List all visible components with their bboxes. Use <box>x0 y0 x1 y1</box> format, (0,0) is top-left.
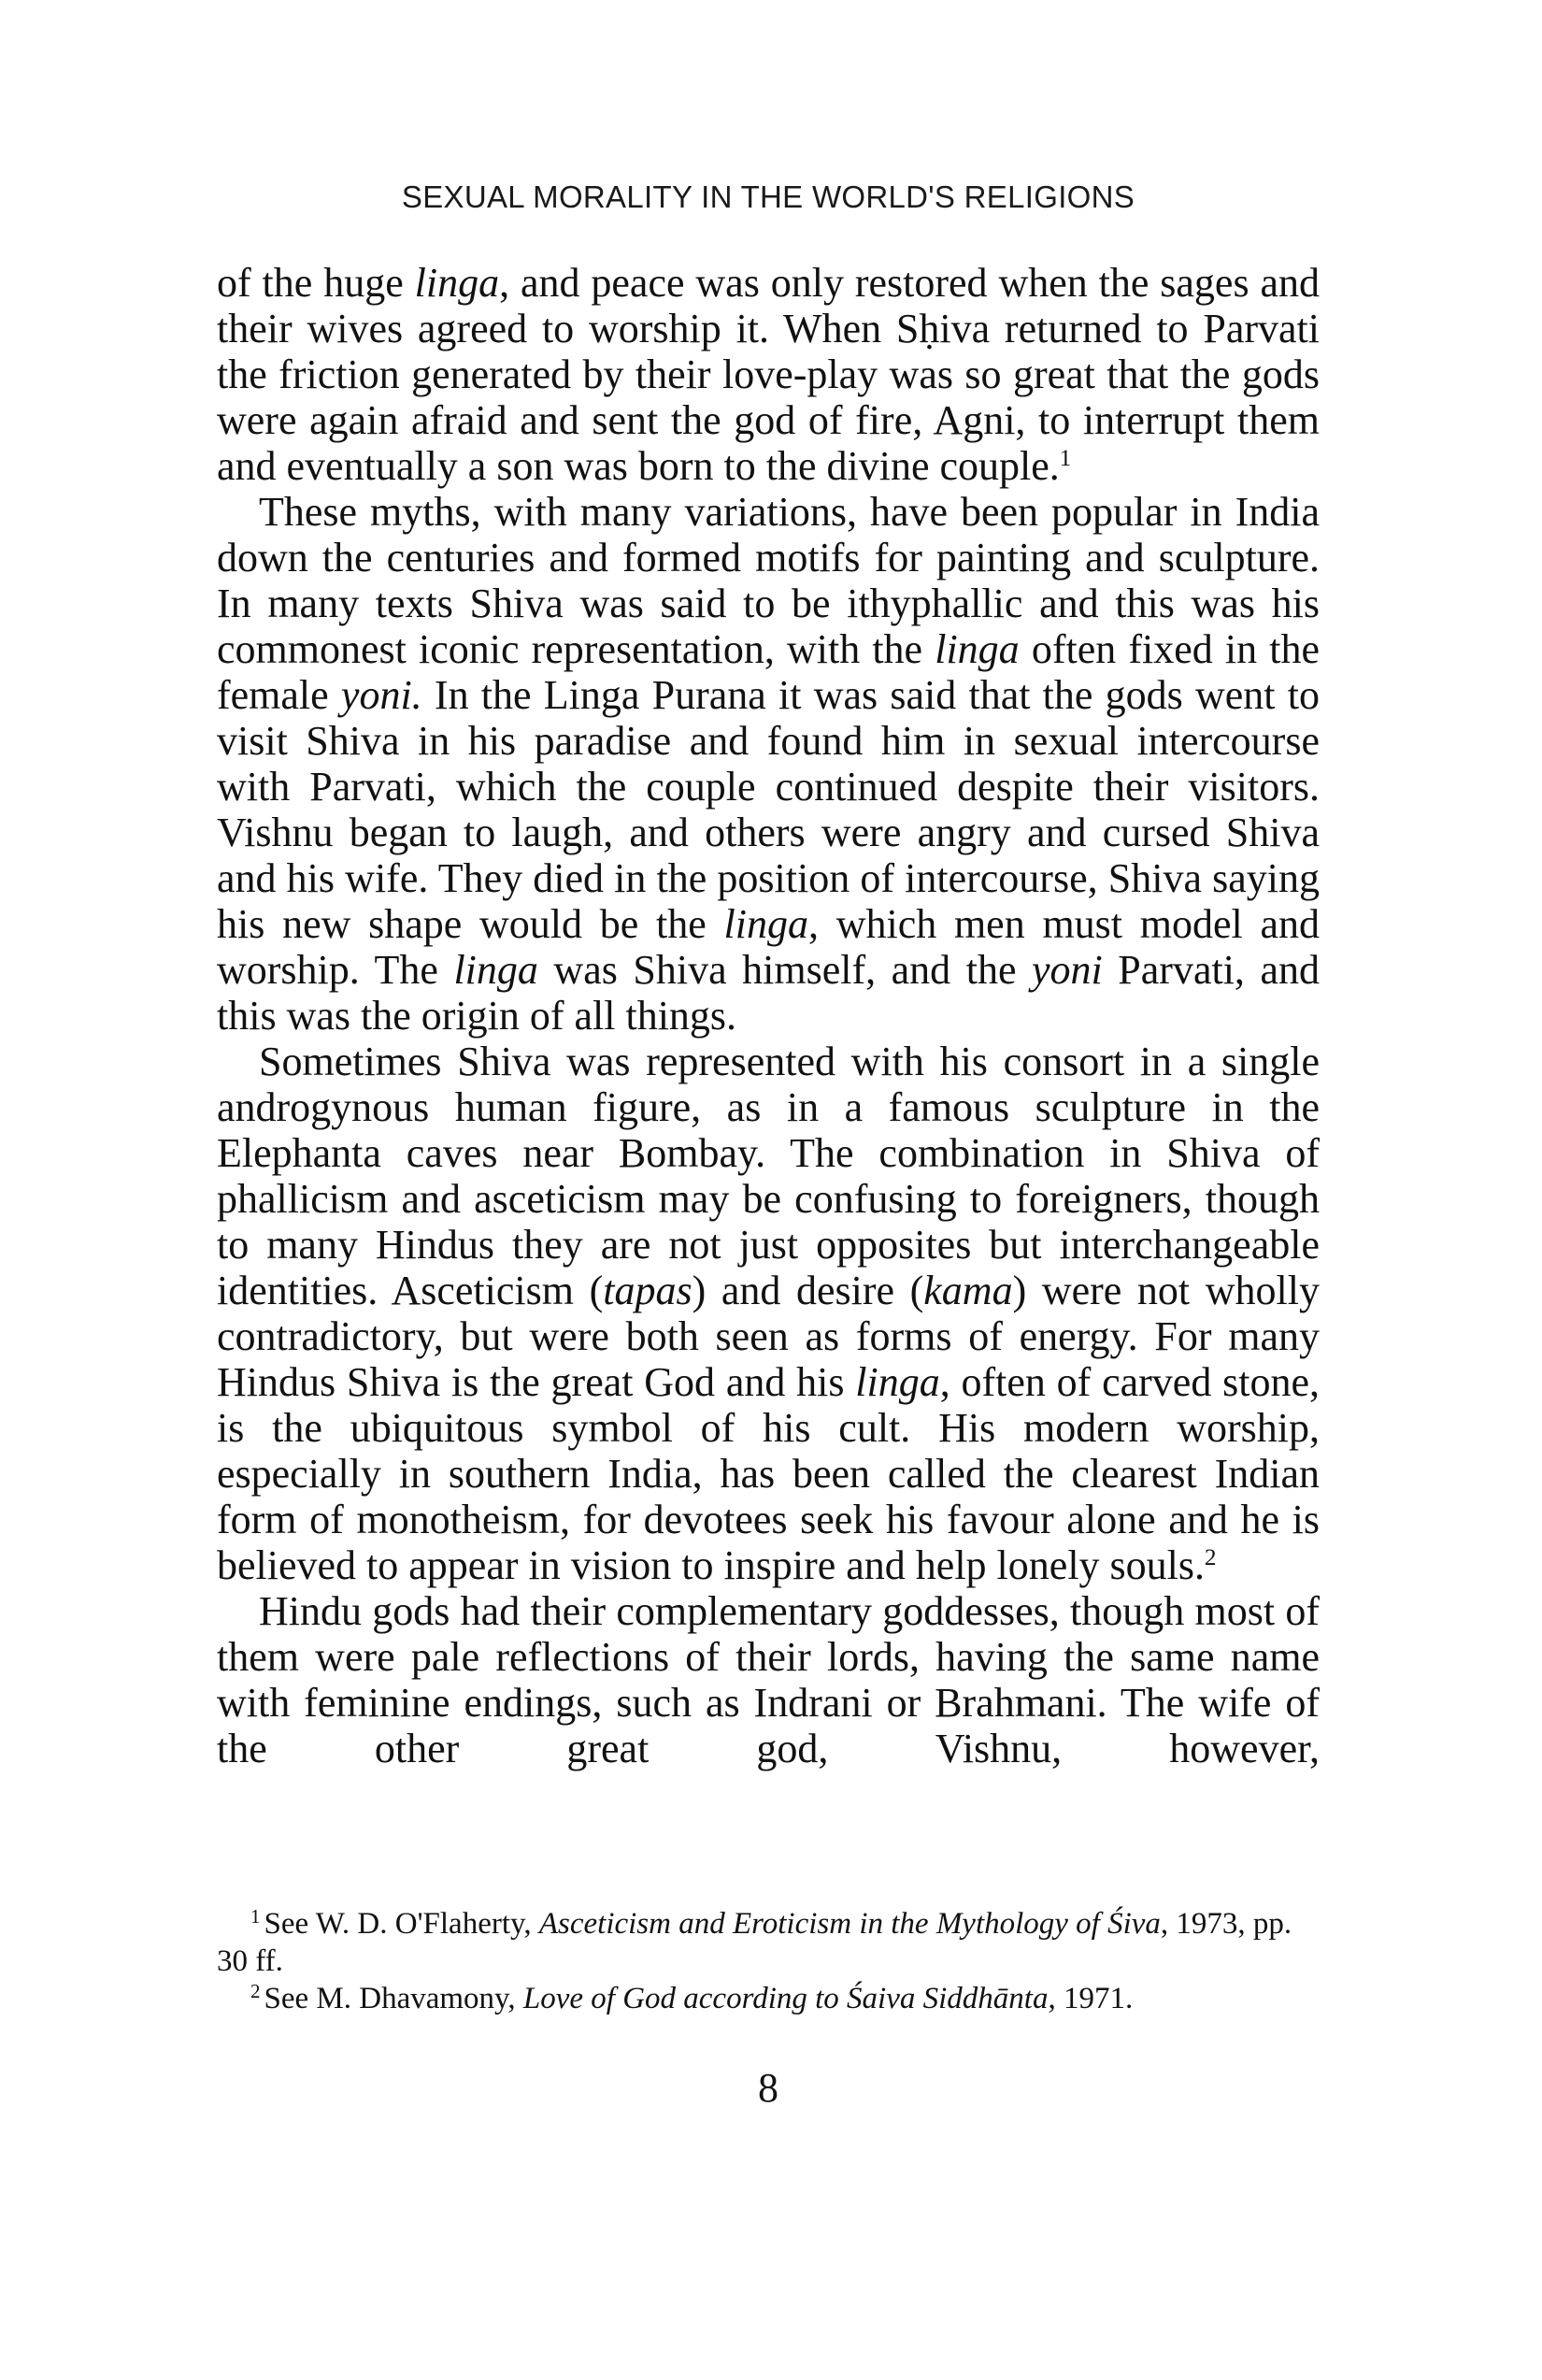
footnote-text: See M. Dhavamony, <box>264 1982 523 2015</box>
footnote-marker-1: 1 <box>1059 446 1072 471</box>
text-run: Sometimes Shiva was represented with his consort in a single androgynous human figure, as in a famous sculpture in the Elephanta caves near Bombay. The combination in Shiva of phallicism and asceticism may be confusing to foreigners, though to many Hindus they are not just opposites but interchangeable identities. Asceticism ( <box>217 1039 1320 1313</box>
footnote-number: 2 <box>250 1980 261 2002</box>
footnote-text: , 1973, pp. 30 ff. <box>217 1907 1292 1978</box>
italic-term: yoni <box>1032 947 1103 993</box>
text-run: In the Linga Purana it was said that the gods went to visit Shiva in his paradise and found him in sexual intercourse with Parvati, which the couple continued despite their visitors. Vishnu began to laugh, and others were angry and cursed Shiva and his wife. They died in the position of intercourse, Shiva saying his new shape would be the <box>217 672 1320 947</box>
text-run: was Shiva himself, and the <box>537 947 1032 993</box>
paragraph-2 <box>217 489 1320 1039</box>
text-run: often fixed in the female <box>217 626 1321 718</box>
italic-term: linga <box>723 901 808 947</box>
text-run: ) were not wholly contradictory, but were both seen as forms of energy. For many Hindus Shiva is the great God and his <box>217 1268 1320 1405</box>
text-run: These myths, with many variations, have been popular in India down the centuries and formed motifs for painting and sculpture. In many texts Shiva was said to be ithyphallic and this was his commonest iconic representation, with the <box>217 489 1320 672</box>
footnote-text: , 1971. <box>1048 1982 1134 2015</box>
footnote-number: 1 <box>250 1905 261 1928</box>
text-run: Parvati, and this was the origin of all things. <box>217 947 1320 1039</box>
footnote-title: Asceticism and Eroticism in the Mythology of Śiva <box>538 1907 1161 1941</box>
text-run: ) and desire ( <box>692 1268 924 1313</box>
italic-term: linga <box>453 947 538 993</box>
footnote-2 <box>217 1980 1320 2017</box>
text-run: , and peace was only restored when the sages and their wives agreed to worship it. When Sḥiva returned to Parvati the friction generated by their love-play was so great that the gods were again afraid and sent the god of fire, Agni, to interrupt them and eventually a son was born to the divine couple. <box>217 260 1321 489</box>
italic-term: tapas <box>603 1268 692 1313</box>
footnote-title: Love of God according to Śaiva Siddhānta <box>522 1982 1049 2015</box>
footnote-marker-2: 2 <box>1205 1545 1217 1570</box>
italic-term: kama <box>923 1268 1013 1313</box>
running-head: SEXUAL MORALITY IN THE WORLD'S RELIGIONS <box>401 179 1135 214</box>
paragraph-4 <box>217 1588 1320 1771</box>
text-run: , often of carved stone, is the ubiquitous symbol of his cult. His modern worship, especially in southern India, has been called the clearest Indian form of monotheism, for devotees seek his favour alone and he is believed to appear in vision to inspire and help lonely souls. <box>217 1359 1320 1588</box>
italic-term: linga <box>935 626 1020 672</box>
paragraph-3 <box>217 1039 1320 1588</box>
footnote-1 <box>217 1905 1320 1980</box>
italic-term: yoni. <box>340 672 422 718</box>
italic-term: linga <box>414 260 500 306</box>
italic-term: linga <box>855 1359 940 1405</box>
text-run: of the huge <box>217 260 415 306</box>
text-run: Hindu gods had their complementary goddesses, though most of them were pale reflections of their lords, having the same name with feminine endings, such as Indrani or Brahmani. The wife of the other great god, Vishnu, however, <box>217 1588 1320 1771</box>
footnotes <box>217 1905 1320 2017</box>
paragraph-1 <box>217 260 1320 489</box>
body-text <box>217 260 1320 1771</box>
text-run: , which men must model and worship. The <box>217 901 1320 993</box>
footnote-text: See W. D. O'Flaherty, <box>264 1907 539 1941</box>
page-number: 8 <box>758 2065 778 2111</box>
